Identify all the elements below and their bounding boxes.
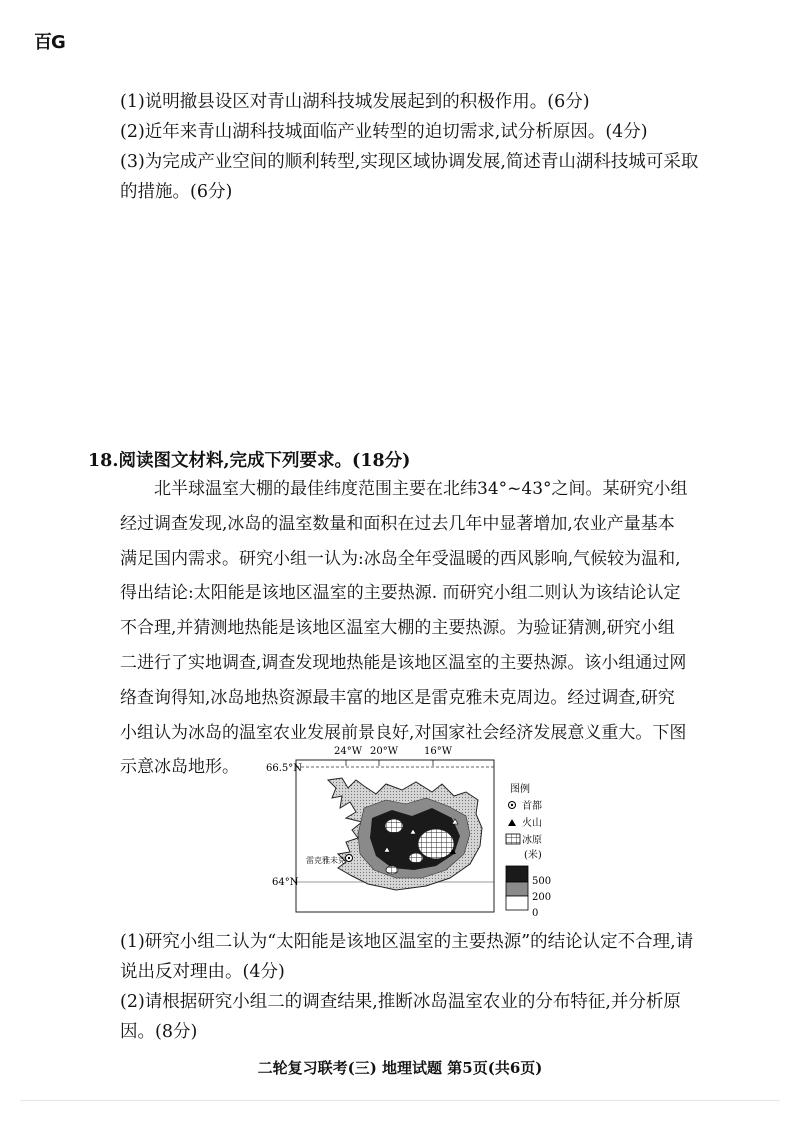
- sub-question-2-cont: 因。(8分): [120, 1022, 198, 1042]
- sub-question-1-cont: 说出反对理由。(4分): [120, 962, 285, 982]
- glacier-myrdalsjokull: [409, 853, 423, 863]
- legend-swatch-200: [506, 882, 528, 896]
- material-line: 北半球温室大棚的最佳纬度范围主要在北纬34°~43°之间。某研究小组: [154, 479, 688, 499]
- material-line: 得出结论:太阳能是该地区温室的主要热源. 而研究小组二则认为该结论认定: [120, 583, 681, 604]
- lon-label-16w: 16°W: [424, 746, 453, 757]
- legend-volcano-label: 火山: [522, 818, 542, 829]
- legend-glacier-swatch: [506, 834, 520, 844]
- scan-edge: [20, 1100, 780, 1101]
- question-18-material: [120, 472, 720, 785]
- glacier-langjokull: [385, 819, 403, 833]
- sub-question-1: (1)研究小组二认为“太阳能是该地区温室的主要热源”的结论认定不合理,请: [120, 932, 694, 952]
- legend-level-500: 500: [532, 876, 552, 887]
- lon-label-20w: 20°W: [370, 746, 399, 757]
- material-line: 小组认为冰岛的温室农业发展前景良好,对国家社会经济发展意义重大。下图: [120, 722, 687, 743]
- material-line: 不合理,并猜测地热能是该地区温室大棚的主要热源。为验证猜测,研究小组: [120, 618, 675, 639]
- prev-question-1: (1)说明撤县设区对青山湖科技城发展起到的积极作用。(6分): [120, 92, 590, 112]
- legend-swatch-500: [506, 866, 528, 882]
- lat-label-64n: 64°N: [272, 877, 299, 888]
- prev-question-3-cont: 的措施。(6分): [120, 182, 233, 202]
- capital-label: 雷克雅未克: [306, 856, 346, 865]
- legend-unit: (米): [524, 850, 542, 861]
- legend-glacier-label: 冰原: [522, 835, 542, 846]
- page-footer: 二轮复习联考(三) 地理试题 第5页(共6页): [257, 1059, 543, 1077]
- prev-question-3: (3)为完成产业空间的顺利转型,实现区域协调发展,简述青山湖科技城可采取: [120, 152, 699, 172]
- legend-swatch-0: [506, 896, 528, 910]
- lon-label-24w: 24°W: [334, 746, 363, 757]
- iceland-topographic-map: [266, 742, 566, 920]
- glacier-vatnajokull: [418, 829, 454, 859]
- legend-capital-label: 首都: [522, 801, 542, 812]
- legend-volcano-icon: [508, 819, 516, 826]
- legend-level-200: 200: [532, 892, 552, 903]
- publisher-logo: 百G: [34, 32, 65, 53]
- material-line: 满足国内需求。研究小组一认为:冰岛全年受温暖的西风影响,气候较为温和,: [120, 548, 681, 569]
- question-18-title: 18.阅读图文材料,完成下列要求。(18分): [88, 451, 411, 471]
- lat-label-66-5n: 66.5°N: [266, 763, 303, 774]
- legend-title: 图例: [510, 784, 530, 795]
- sub-question-2: (2)请根据研究小组二的调查结果,推断冰岛温室农业的分布特征,并分析原: [120, 992, 681, 1012]
- glacier-eyjafjallajokull: [386, 866, 398, 874]
- prev-question-2: (2)近年来青山湖科技城面临产业转型的迫切需求,试分析原因。(4分): [120, 122, 648, 142]
- material-line: 络查询得知,冰岛地热资源最丰富的地区是雷克雅未克周边。经过调查,研究: [120, 687, 675, 708]
- material-line: 示意冰岛地形。: [120, 757, 239, 778]
- material-line: 二进行了实地调查,调查发现地热能是该地区温室的主要热源。该小组通过网: [120, 652, 687, 673]
- material-line: 经过调查发现,冰岛的温室数量和面积在过去几年中显著增加,农业产量基本: [120, 513, 675, 534]
- legend-level-0: 0: [532, 908, 539, 919]
